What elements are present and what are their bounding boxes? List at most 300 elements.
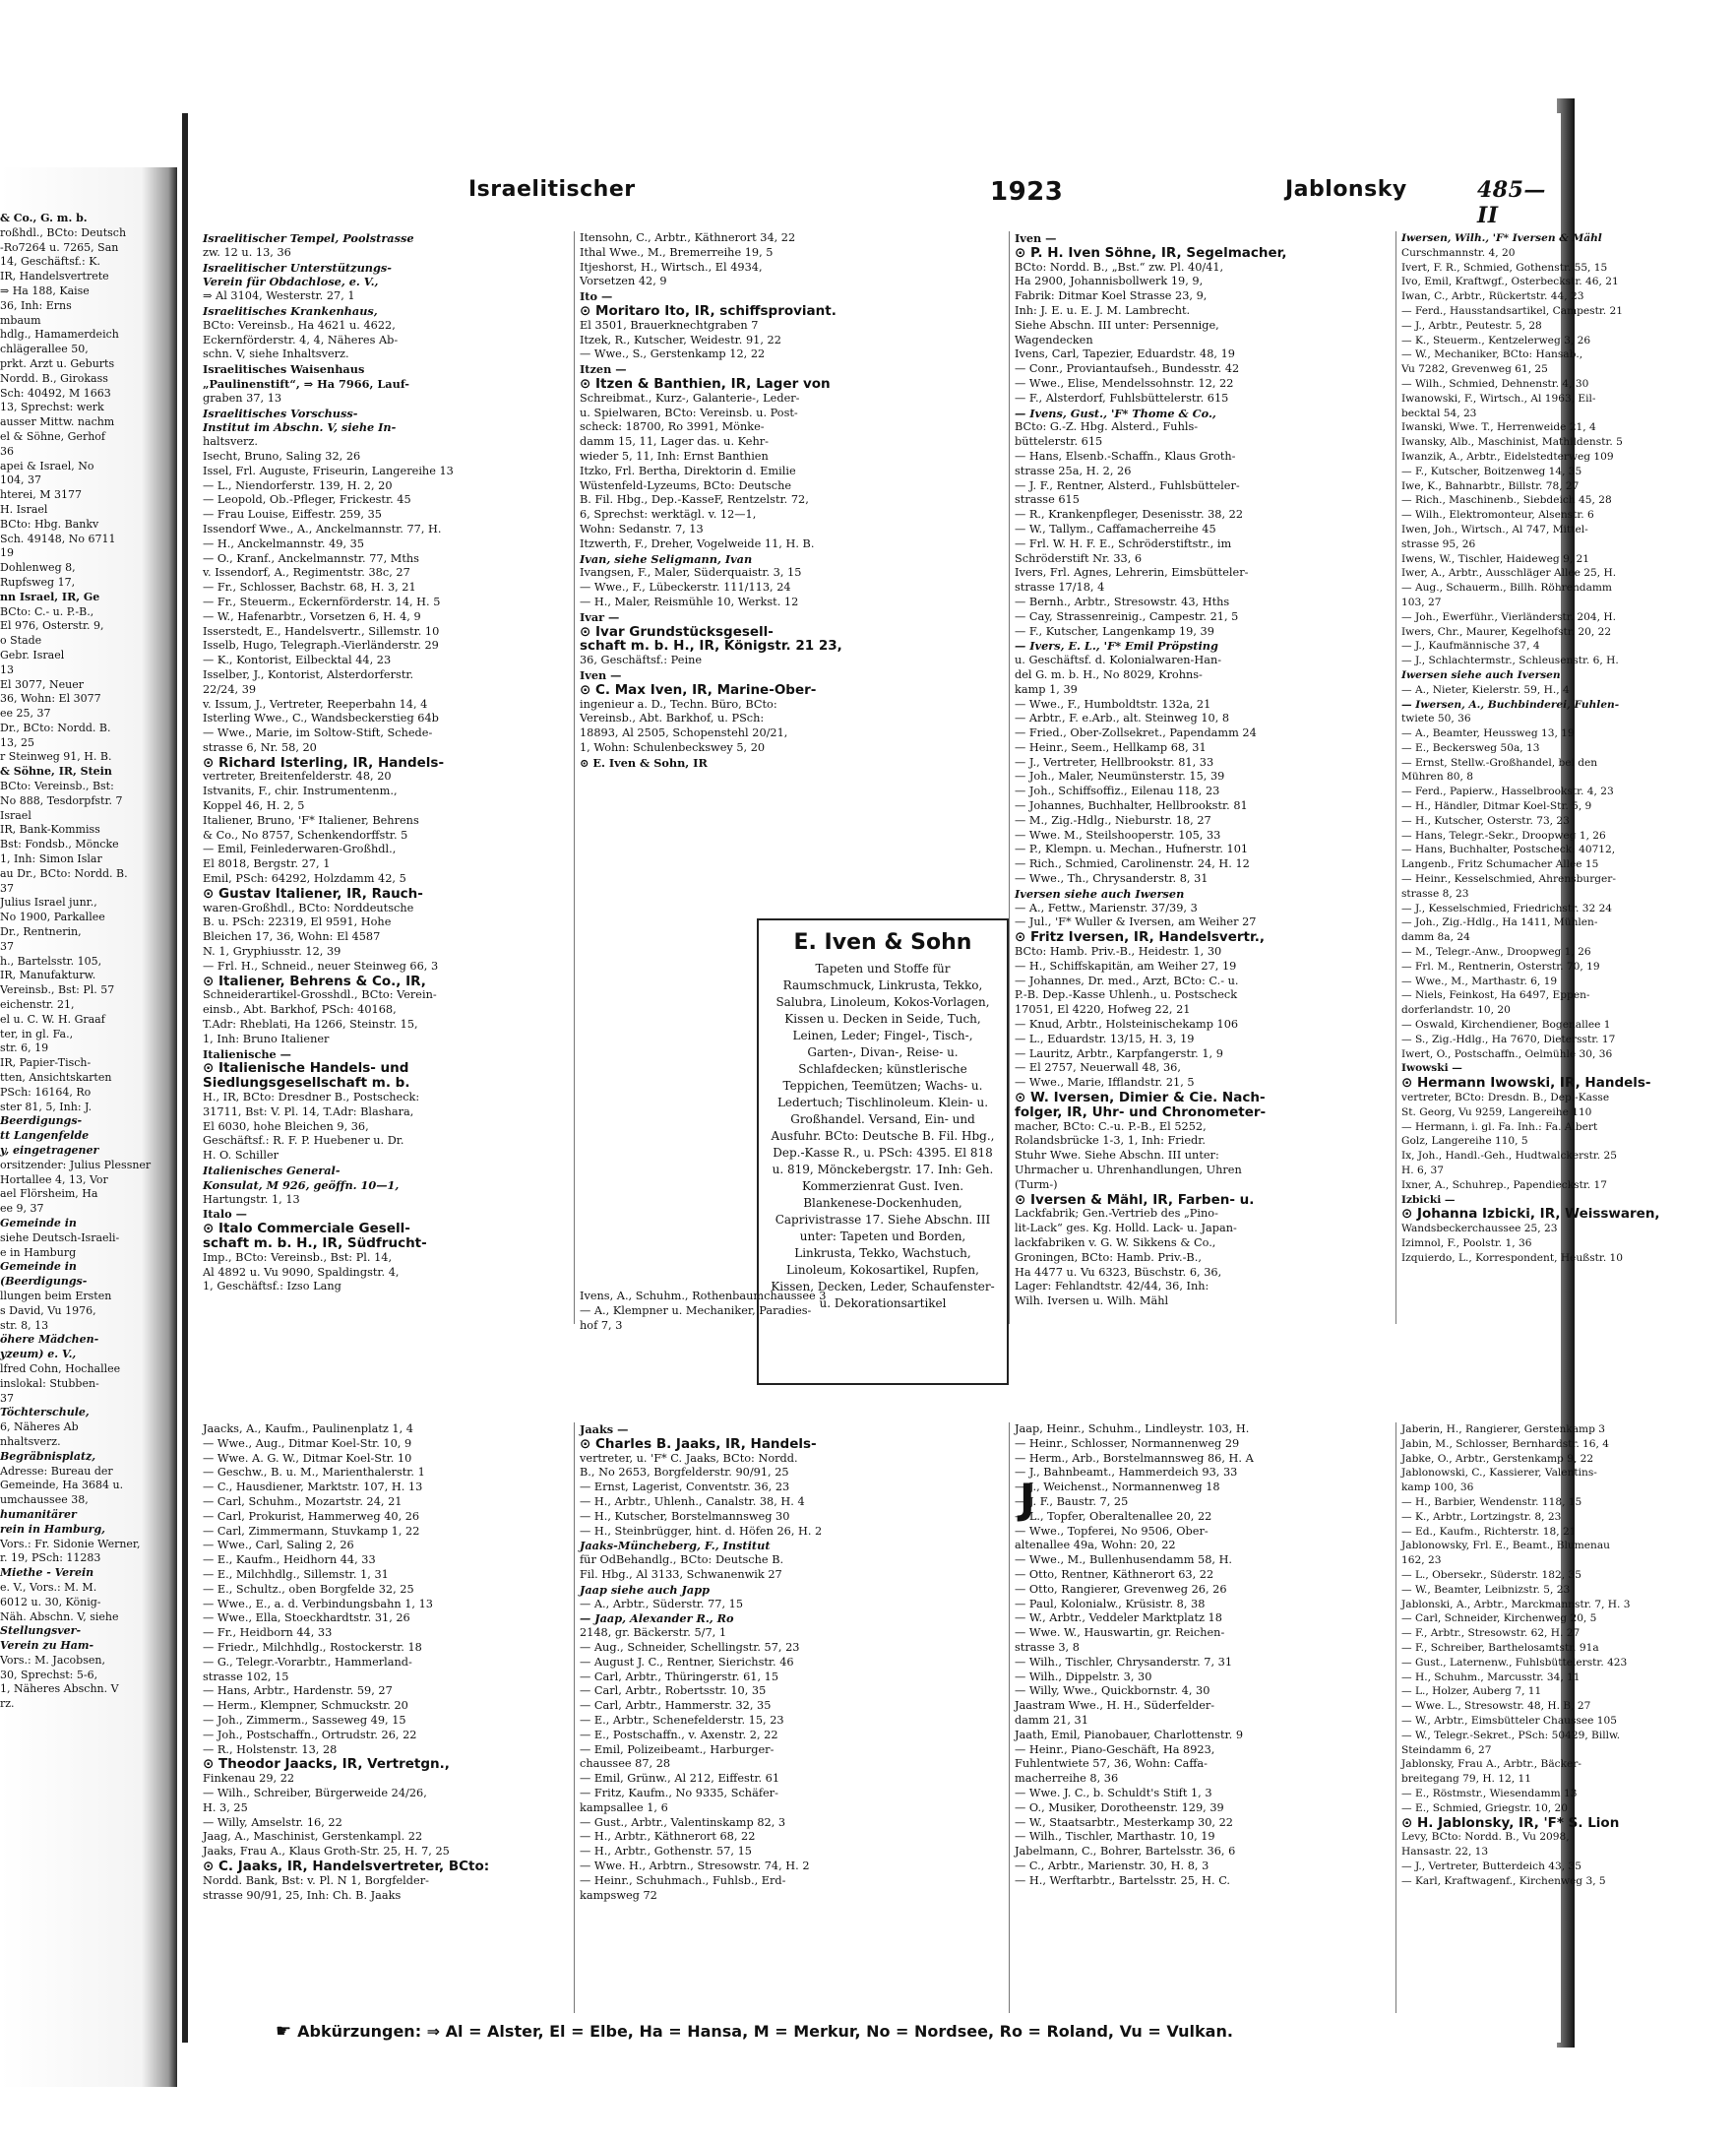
directory-entry: — Fr., Steuerm., Eckernförderstr. 14, H. 5 [203,595,441,608]
directory-entry: No 888, Tesdorpfstr. 7 [0,793,123,807]
column-4 [1401,231,1736,1266]
directory-entry: 13 [0,662,14,676]
directory-entry: — Otto, Rangierer, Grevenweg 26, 26 [1015,1582,1227,1596]
directory-entry: — Carl, Zimmermann, Stuvkamp 1, 22 [203,1524,420,1538]
directory-entry: — E., Schmied, Griegstr. 10, 20 [1401,1801,1569,1814]
directory-entry: — Herm., Klempner, Schmuckstr. 20 [203,1699,408,1713]
directory-entry: — F., Alsterdorf, Fuhlsbüttelerstr. 615 [1015,391,1229,405]
directory-entry: Beerdigungs- [0,1114,83,1128]
directory-entry: — Joh., Postschaffn., Ortrudstr. 26, 22 [203,1728,417,1741]
column-divider [1009,1422,1010,2013]
directory-entry: ⊙ Moritaro Ito, IR, schiffsproviant. [580,302,837,319]
directory-entry: Iwen, Joh., Wirtsch., Al 747, Mittel- [1401,523,1588,536]
directory-entry: Jaaks, Frau A., Klaus Groth-Str. 25, H. 7, 25 [203,1845,450,1859]
directory-entry: scheck: 18700, Ro 3991, Mönke- [580,420,765,434]
directory-entry: haltsverz. [203,435,258,449]
directory-entry: — Wwe. L., Stresowstr. 48, H. B, 27 [1401,1700,1591,1713]
column-1 [203,231,569,1294]
directory-entry: Ivens, A., Schuhm., Rothenbaumchaussee 3 [580,1290,827,1302]
column-2 [580,231,1003,770]
directory-entry: Wilh. Iversen u. Wilh. Mähl [1015,1294,1169,1308]
directory-entry: — S., Zig.-Hdlg., Ha 7670, Dietersstr. 17 [1401,1033,1616,1045]
directory-entry: Israelitisches Krankenhaus, [203,303,378,318]
directory-entry: lackfabriken v. G. W. Sikkens & Co., [1015,1235,1216,1249]
directory-entry: ⊙ E. Iven & Sohn, IR [580,755,708,770]
directory-entry: — W., Mechaniker, BCto: Hansab., [1401,348,1583,361]
directory-entry: lfred Cohn, Hochallee [0,1361,121,1375]
directory-entry: — E., Arbtr., Schenefelderstr. 15, 23 [580,1713,784,1727]
directory-entry: — Frl. M., Rentnerin, Osterstr. 70, 19 [1401,960,1600,973]
directory-entry: Jablonsky, Frau A., Arbtr., Bäcker- [1401,1758,1581,1771]
directory-entry: prkt. Arzt u. Geburts [0,356,115,370]
directory-entry: Jaaks — [580,1422,629,1436]
directory-entry: Uhrmacher u. Uhrenhandlungen, Uhren [1015,1164,1242,1176]
directory-entry: tten, Ansichtskarten [0,1071,112,1085]
directory-entry: 1, Inh: Simon Islar [0,852,102,866]
directory-entry: — Wwe., M., Bullenhusendamm 58, H. [1015,1553,1233,1567]
directory-entry: — L., Niendorferstr. 139, H. 2, 20 [203,478,393,492]
directory-entry: Iven — [1015,231,1057,245]
directory-entry: Isselb, Hugo, Telegraph.-Vierländerstr. 29 [203,639,439,653]
directory-entry: Langenb., Fritz Schumacher Allee 15 [1401,858,1599,871]
directory-entry: — Wwe. A. G. W., Ditmar Koel-Str. 10 [203,1451,412,1465]
directory-entry: Isterling Wwe., C., Wandsbeckerstieg 64b [203,712,439,725]
directory-entry: — Otto, Rentner, Käthnerort 63, 22 [1015,1567,1214,1581]
directory-entry: (Turm-) [1015,1177,1058,1191]
directory-entry: Vors.: Fr. Sidonie Werner, [0,1537,141,1550]
directory-entry: Siedlungsgesellschaft m. b. [203,1075,410,1092]
directory-entry: damm 8a, 24 [1401,931,1470,944]
directory-entry: strasse 95, 26 [1401,537,1476,550]
directory-entry: ⊙ Theodor Jaacks, IR, Vertretgn., [203,1756,450,1773]
directory-entry: Vors.: M. Jacobsen, [0,1653,105,1667]
directory-entry: IR, Handelsvertrete [0,270,109,284]
directory-entry: — Frl. W. H. F. E., Schröderstiftstr., im [1015,536,1232,550]
directory-entry: — H., Werftarbtr., Bartelsstr. 25, H. C. [1015,1873,1231,1887]
directory-entry: — Ernst, Lagerist, Conventstr. 36, 23 [580,1481,790,1494]
directory-entry: — Wwe., F., Humboldtstr. 132a, 21 [1015,697,1211,711]
directory-entry: Israel [0,808,31,822]
directory-entry: — Hans, Buchhalter, Postscheck: 40712, [1401,844,1616,856]
directory-entry: str. 8, 13 [0,1318,49,1332]
directory-entry: Begräbnisplatz, [0,1449,96,1463]
directory-entry: — Joh., Zig.-Hdlg., Ha 1411, Mühlen- [1401,916,1598,929]
directory-entry: T.Adr: Rheblati, Ha 1266, Steinstr. 15, [203,1018,418,1032]
directory-entry: — L., Holzer, Auberg 7, 11 [1401,1685,1542,1698]
directory-entry: waren-Großhdl., BCto: Norddeutsche [203,901,414,914]
directory-entry: P.-B. Dep.-Kasse Uhlenh., u. Postscheck [1015,988,1238,1002]
directory-entry: — J., Arbtr., Peutestr. 5, 28 [1401,319,1542,332]
directory-entry: Itzek, R., Kutscher, Weidestr. 91, 22 [580,333,781,347]
section-letter: J [1020,1475,1035,1523]
directory-entry: s David, Vu 1976, [0,1303,96,1317]
directory-entry: — W., Tallym., Caffamacherreihe 45 [1015,522,1216,536]
directory-entry: St. Georg, Vu 9259, Langereihe 110 [1401,1105,1592,1118]
directory-entry: — El 2757, Neuerwall 48, 36, [1015,1061,1181,1075]
directory-entry: v. Issum, J., Vertreter, Reeperbahn 14, 4 [203,697,428,711]
directory-entry: el u. C. W. H. Graaf [0,1012,105,1026]
directory-entry: ⊙ Iversen & Mähl, IR, Farben- u. [1015,1191,1255,1208]
directory-entry: & Söhne, IR, Stein [0,765,112,779]
directory-entry: — Emil, Polizeibeamt., Harburger- [580,1742,775,1756]
directory-entry: Iversen siehe auch Iwersen [1015,886,1185,901]
directory-entry: 36, Geschäftsf.: Peine [580,654,703,667]
directory-entry: Vorsetzen 42, 9 [580,275,667,288]
directory-entry: Jaap, Heinr., Schuhm., Lindleystr. 103, H. [1015,1422,1250,1435]
directory-entry: Hortallee 4, 13, Vor [0,1172,108,1186]
directory-entry: — Wilh., Tischler, Chrysanderstr. 7, 31 [1015,1655,1233,1669]
directory-entry: — J., Schlachtermstr., Schleusenstr. 6, H. [1401,655,1619,667]
column-divider [1395,1422,1396,2013]
directory-entry: — O., Kranf., Anckelmannstr. 77, Mths [203,551,419,565]
directory-entry: — L., Obersekr., Süderstr. 182, 35 [1401,1568,1581,1581]
directory-entry: — Wwe., Ella, Stoeckhardtstr. 31, 26 [203,1611,410,1625]
directory-entry: — Carl, Arbtr., Thüringerstr. 61, 15 [580,1670,779,1683]
directory-entry: graben 37, 13 [203,391,282,405]
directory-entry: — H., Schiffskapitän, am Weiher 27, 19 [1015,959,1237,973]
directory-entry: 14, Geschäftsf.: K. [0,255,100,269]
directory-entry: umchaussee 38, [0,1493,89,1507]
directory-entry: — J., Bahnbeamt., Hammerdeich 93, 33 [1015,1466,1238,1480]
directory-entry: — A., Nieter, Kielerstr. 59, H., 4 [1401,683,1570,696]
footer-text: Abkürzungen: ⇒ Al = Alster, El = Elbe, Ha = Hansa, M = Merkur, No = Nordsee, Ro = Roland, Vu = Vulkan. [297,2022,1233,2041]
column-divider [1009,231,1010,1324]
directory-entry: Imp., BCto: Vereinsb., Bst: Pl. 14, [203,1250,393,1264]
directory-entry: Ivan, siehe Seligmann, Ivan [580,551,753,566]
directory-entry: Ha 4477 u. Vu 6323, Büschstr. 6, 36, [1015,1265,1222,1279]
directory-entry: Iwan, C., Arbtr., Rückertstr. 44, 23 [1401,290,1584,303]
directory-entry: Groningen, BCto: Hamb. Priv.-B., [1015,1250,1202,1264]
directory-entry: Isecht, Bruno, Saling 32, 26 [203,449,361,463]
directory-entry: Israelitisches Vorschuss- [203,406,358,420]
directory-entry: Emil, PSch: 64292, Holzdamm 42, 5 [203,872,406,886]
directory-entry: — Wwe. W., Hauswartin, gr. Reichen- [1015,1626,1225,1640]
directory-entry: e in Hamburg [0,1245,77,1259]
directory-entry: 6012 u. 30, König- [0,1595,101,1608]
directory-entry: Jabke, O., Arbtr., Gerstenkamp 9, 22 [1401,1452,1594,1465]
directory-entry: 37 [0,881,14,895]
directory-entry: — Oswald, Kirchendiener, Bogenallee 1 [1401,1019,1611,1032]
directory-entry: — Hermann, i. gl. Fa. Inh.: Fa. Albert [1401,1120,1598,1133]
directory-entry: Finkenau 29, 22 [203,1772,295,1786]
directory-entry: — H., Steinbrügger, hint. d. Höfen 26, H. 2 [580,1524,823,1538]
directory-entry: — Gust., Arbtr., Valentinskamp 82, 3 [580,1815,786,1829]
directory-entry: — Hans, Telegr.-Sekr., Droopweg 1, 26 [1401,829,1606,842]
directory-entry: Fil. Hbg., Al 3133, Schwanenwik 27 [580,1567,782,1581]
directory-entry: „Paulinenstift“, ⇒ Ha 7966, Lauf- [203,376,409,391]
directory-entry: — L., Eduardstr. 13/15, H. 3, 19 [1015,1032,1195,1045]
directory-entry: lit-Lack“ ges. Kg. Holld. Lack- u. Japan- [1015,1222,1237,1235]
directory-entry: Itjeshorst, H., Wirtsch., El 4934, [580,260,763,274]
directory-entry: — Joh., Maler, Neumünsterstr. 15, 39 [1015,770,1225,784]
directory-entry: Bleichen 17, 36, Wohn: El 4587 [203,930,381,944]
directory-entry: hof 7, 3 [580,1318,623,1332]
directory-entry: u. Geschäftsf. d. Kolonialwaren-Han- [1015,654,1222,667]
directory-entry: Ivers, Frl. Agnes, Lehrerin, Eimsbütteler- [1015,566,1249,580]
directory-entry: altenallee 49a, Wohn: 20, 22 [1015,1539,1176,1552]
header-page-number: 485—II [1477,177,1546,228]
directory-entry: ausser Mittw. nachm [0,415,115,429]
directory-entry: o Stade [0,634,42,648]
directory-entry: Siehe Abschn. III unter: Persennige, [1015,318,1219,332]
directory-entry: schn. V, siehe Inhaltsverz. [203,347,349,361]
directory-entry: — Heinr., Kesselschmied, Ahrensburger- [1401,873,1616,886]
directory-entry: — L., Topfer, Oberaltenallee 20, 22 [1015,1509,1212,1523]
directory-entry: yzeum) e. V., [0,1348,77,1361]
directory-entry: Inh: J. E. u. E. J. M. Lambrecht. [1015,303,1191,317]
directory-entry: Schreibmat., Kurz-, Galanterie-, Leder- [580,391,800,405]
directory-entry: Iwanzik, A., Arbtr., Eidelstedterweg 109 [1401,450,1614,463]
column-divider [1395,231,1396,1324]
directory-entry: Ivar — [580,609,620,624]
directory-entry: Isserstedt, E., Handelsvertr., Sillemstr. 10 [203,624,440,638]
directory-entry: h., Bartelsstr. 105, [0,954,102,968]
directory-entry: au Dr., BCto: Nordd. B. [0,866,128,880]
directory-entry: damm 21, 31 [1015,1713,1088,1727]
column-divider [574,1422,575,2013]
directory-entry: — J., Vertreter, Butterdeich 43, 35 [1401,1859,1581,1872]
directory-entry: ⊙ Italiener, Behrens & Co., IR, [203,973,426,989]
directory-entry: Miethe - Verein [0,1566,94,1580]
directory-entry: — Wilh., Elektromonteur, Alsenstr. 6 [1401,509,1594,522]
directory-entry: Stuhr Wwe. Siehe Abschn. III unter: [1015,1149,1219,1163]
directory-entry: — A., Beamter, Heussweg 13, 19 [1401,727,1575,740]
directory-entry: nhaltsverz. [0,1434,61,1448]
directory-entry: — J. F., Baustr. 7, 25 [1015,1494,1129,1508]
directory-entry: & Co., No 8757, Schenkendorffstr. 5 [203,828,408,842]
directory-entry: — F., Arbtr., Stresowstr. 62, H. 27 [1401,1627,1581,1640]
directory-entry: — E., Milchhdlg., Sillemstr. 1, 31 [203,1567,389,1581]
directory-entry: — A., Fettw., Marienstr. 37/39, 3 [1015,901,1198,914]
directory-entry: Schröderstift Nr. 33, 6 [1015,551,1143,565]
directory-entry: ster 81, 5, Inh: J. [0,1100,93,1113]
directory-entry: Sch: 40492, M 1663 [0,386,111,400]
directory-entry: Dr., BCto: Nordd. B. [0,721,111,734]
directory-entry: El 6030, hohe Bleichen 9, 36, [203,1119,369,1133]
directory-page [182,113,1660,2043]
directory-entry: — Wwe., Elise, Mendelssohnstr. 12, 22 [1015,376,1234,390]
directory-entry: Ix, Joh., Handl.-Geh., Hudtwalckerstr. 25 [1401,1150,1617,1163]
directory-entry: H., IR, BCto: Dresdner B., Postscheck: [203,1091,420,1104]
directory-entry: — Lauritz, Arbtr., Karpfangerstr. 1, 9 [1015,1046,1223,1060]
directory-entry: 17051, El 4220, Hofweg 22, 21 [1015,1003,1191,1017]
directory-entry: (Beerdigungs- [0,1275,88,1289]
directory-entry: — Wwe. J. C., b. Schuldt's Stift 1, 3 [1015,1786,1212,1799]
directory-entry: Gebr. Israel [0,648,65,662]
directory-entry: — Heinr., Piano-Geschäft, Ha 8923, [1015,1742,1215,1756]
directory-entry: strasse 17/18, 4 [1015,581,1105,595]
directory-entry: zw. 12 u. 13, 36 [203,245,291,259]
directory-entry: Jaberin, H., Rangierer, Gerstenkamp 3 [1401,1423,1605,1435]
directory-entry: ter, in gl. Fa., [0,1027,74,1040]
directory-entry: — J. F., Rentner, Alsterd., Fuhlsbütteler- [1015,478,1240,492]
directory-entry: — H., Barbier, Wendenstr. 118, 15 [1401,1495,1582,1508]
directory-entry: Curschmannstr. 4, 20 [1401,246,1516,259]
directory-entry: — Emil, Grünw., Al 212, Eiffestr. 61 [580,1772,780,1786]
directory-entry: ⊙ Ivar Grundstücksgesell- [580,623,774,640]
directory-entry: — E., Beckersweg 50a, 13 [1401,741,1540,754]
directory-entry: — E., Postschaffn., v. Axenstr. 2, 22 [580,1728,778,1741]
directory-entry: chaussee 87, 28 [580,1757,671,1771]
directory-entry: Iwanowski, F., Wirtsch., Al 1963, Eil- [1401,392,1596,405]
directory-entry: Näh. Abschn. V, siehe [0,1609,119,1623]
directory-entry: — J., Kaufmännische 37, 4 [1401,640,1540,653]
directory-entry: — Cay, Strassenreinig., Campestr. 21, 5 [1015,609,1239,623]
directory-entry: 1, Inh: Bruno Italiener [203,1032,330,1045]
directory-entry: u. Spielwaren, BCto: Vereinsb. u. Post- [580,406,798,419]
directory-entry: — Aug., Schauerm., Billh. Röhrendamm [1401,582,1612,595]
directory-entry: Gemeinde in [0,1260,77,1274]
directory-entry: El 3077, Neuer [0,677,85,691]
directory-entry: Koppel 46, H. 2, 5 [203,799,305,813]
directory-entry: twiete 50, 36 [1401,713,1471,725]
directory-entry: Fabrik: Ditmar Koel Strasse 23, 9, [1015,289,1208,303]
directory-entry: Mühren 80, 8 [1401,771,1473,784]
directory-entry: Itzen — [580,362,627,377]
directory-entry: — Paul, Kolonialw., Krüsistr. 8, 38 [1015,1597,1206,1610]
directory-entry: — P., Klempn. u. Mechan., Hufnerstr. 101 [1015,843,1249,856]
directory-entry: — Fried., Ober-Zollsekret., Papendamm 24 [1015,726,1257,740]
directory-entry: — Herm., Arb., Borstelmannsweg 86, H. A [1015,1451,1254,1465]
directory-entry: — Wwe., M., Marthastr. 6, 19 [1401,975,1558,987]
directory-entry: 37 [0,1391,14,1405]
directory-entry: büttelerstr. 615 [1015,435,1103,449]
directory-entry: Hansastr. 22, 13 [1401,1846,1489,1859]
directory-entry: ⊙ Italo Commerciale Gesell- [203,1221,410,1237]
directory-entry: — Wwe., Topferei, No 9506, Ober- [1015,1524,1209,1538]
directory-entry: Jaaks-Müncheberg, F., Institut [580,1539,771,1553]
directory-entry: Istvanits, F., chir. Instrumentenm., [203,785,398,798]
directory-entry: folger, IR, Uhr- und Chronometer- [1015,1103,1267,1120]
directory-entry: 162, 23 [1401,1554,1442,1567]
directory-entry: — Fritz, Kaufm., No 9335, Schäfer- [580,1786,778,1799]
directory-entry: Bst: Fondsb., Möncke [0,838,119,851]
directory-entry: Itensohn, C., Arbtr., Käthnerort 34, 22 [580,231,796,244]
directory-entry: — Bernh., Arbtr., Stresowstr. 43, Hths [1015,595,1230,608]
directory-entry: — Ferd., Papierw., Hasselbrookstr. 4, 23 [1401,786,1614,798]
directory-entry: rz. [0,1697,15,1711]
directory-entry: Nordd. B., Girokass [0,371,108,385]
directory-entry: macher, BCto: C.-u. P.-B., El 5252, [1015,1119,1207,1133]
directory-entry: strasse 25a, H. 2, 26 [1015,464,1132,477]
directory-entry: — Fr., Schlosser, Bachstr. 68, H. 3, 21 [203,581,416,595]
directory-entry: Vereinsb., Abt. Barkhof, u. PSch: [580,712,765,725]
directory-entry: strasse 102, 15 [203,1670,289,1683]
directory-entry: — Ivens, Gust., 'F* Thome & Co., [1015,406,1216,420]
directory-entry: — Wwe., F., Lübeckerstr. 111/113, 24 [580,581,791,595]
directory-entry: 36, Inh: Erns [0,298,72,312]
directory-entry: H. 6, 37 [1401,1165,1444,1176]
directory-entry: — Wilh., Schreiber, Bürgerweide 24/26, [203,1786,427,1799]
directory-entry: Rolandsbrücke 1-3, 1, Inh: Friedr. [1015,1134,1206,1148]
directory-entry: — Arbtr., F. e.Arb., alt. Steinweg 10, 8 [1015,712,1230,725]
directory-entry: Iwer, A., Arbtr., Ausschläger Allee 25, H. [1401,567,1617,580]
directory-entry: Iwersen, Wilh., 'F* Iversen & Mähl [1401,232,1602,244]
header-year: 1923 [990,177,1064,207]
directory-entry: Geschäftsf.: R. F. P. Huebener u. Dr. [203,1134,404,1148]
directory-entry: — F., Kutscher, Boitzenweg 14, 35 [1401,465,1582,477]
directory-entry: — E., Röstmstr., Wiesendamm 13 [1401,1787,1578,1799]
directory-entry: 1, Geschäftsf.: Izso Lang [203,1280,341,1293]
directory-entry: 104, 37 [0,473,41,487]
directory-entry: — O., Musiker, Dorotheenstr. 129, 39 [1015,1800,1224,1814]
directory-entry: Izimnol, F., Poolstr. 1, 36 [1401,1236,1532,1249]
directory-entry: ⇒ Al 3104, Westerstr. 27, 1 [203,289,355,303]
directory-entry: Ha 2900, Johannisbollwerk 19, 9, [1015,275,1204,288]
directory-entry: IR, Bank-Kommiss [0,823,100,837]
directory-entry: Ivens, Carl, Tapezier, Eduardstr. 48, 19 [1015,347,1235,361]
directory-entry: No 1900, Parkallee [0,911,105,924]
directory-entry: strasse 615 [1015,493,1080,507]
directory-entry: Institut im Abschn. V, siehe In- [203,420,397,435]
directory-entry: tt Langenfelde [0,1129,90,1143]
directory-entry: Al 4892 u. Vu 9090, Spaldingstr. 4, [203,1265,400,1279]
directory-entry: kamp 100, 36 [1401,1481,1474,1494]
directory-entry: Dr., Rentnerin, [0,925,82,939]
directory-entry: ⊙ Charles B. Jaaks, IR, Handels- [580,1435,817,1452]
directory-entry: Verein zu Ham- [0,1639,94,1653]
directory-entry: ael Flörsheim, Ha [0,1187,98,1201]
directory-entry: — K., Arbtr., Lortzingstr. 8, 23 [1401,1510,1562,1523]
column-divider [574,231,575,1324]
directory-entry: — Willy, Wwe., Quickbornstr. 4, 30 [1015,1684,1210,1698]
directory-entry: — Ernst, Stellw.-Großhandel, bei den [1401,756,1598,769]
directory-entry: — Geschw., B. u. M., Marienthalerstr. 1 [203,1466,425,1480]
directory-entry: — W., Staatsarbtr., Mesterkamp 30, 22 [1015,1815,1233,1829]
pointing-hand-icon: ☛ [276,2021,292,2042]
directory-entry: 37 [0,939,14,953]
directory-entry: — Wwe., Marie, im Soltow-Stift, Schede- [203,726,433,740]
directory-entry: Izbicki — [1401,1193,1456,1206]
directory-entry: schaft m. b. H., IR, Südfrucht- [203,1234,427,1251]
directory-entry: Ivert, F. R., Schmied, Gothenstr. 55, 15 [1401,261,1608,274]
directory-entry: — M., Zig.-Hdlg., Nieburstr. 18, 27 [1015,813,1211,827]
directory-entry: dorferlandstr. 10, 20 [1401,1004,1511,1017]
directory-entry: Wüstenfeld-Lyzeums, BCto: Deutsche [580,478,792,492]
directory-entry: Jabin, M., Schlosser, Bernhardstr. 16, 4 [1401,1437,1610,1450]
directory-entry: — Rich., Maschinenb., Siebdeich 45, 28 [1401,494,1612,507]
directory-entry: 1, Wohn: Schulenbeckswey 5, 20 [580,740,766,754]
directory-entry: BCto: Vereinsb., Ha 4621 u. 4622, [203,318,396,332]
directory-entry: 22/24, 39 [203,682,257,696]
directory-entry: — J., Kesselschmied, Friedrichstr. 32 24 [1401,902,1613,914]
directory-entry: — A., Arbtr., Süderstr. 77, 15 [580,1597,744,1610]
directory-entry: Jabelmann, C., Bohrer, Bartelsstr. 36, 6 [1015,1845,1236,1859]
directory-entry: del G. m. b. H., No 8029, Krohns- [1015,667,1203,681]
directory-entry: BCto: Hbg. Bankv [0,517,99,531]
directory-entry: B., No 2653, Borgfelderstr. 90/91, 25 [580,1466,789,1480]
directory-entry: Israelitischer Unterstützungs- [203,260,392,275]
directory-entry: kampsallee 1, 6 [580,1800,668,1814]
directory-entry: El 976, Osterstr. 9, [0,619,104,633]
directory-entry: — Carl, Prokurist, Hammerweg 40, 26 [203,1509,420,1523]
directory-entry: hterei, M 3177 [0,488,83,502]
directory-entry: wieder 5, 11, Inh: Ernst Banthien [580,449,769,463]
directory-entry: — A., Klempner u. Mechaniker, Paradies- [580,1303,812,1317]
directory-entry: kamp 1, 39 [1015,682,1078,696]
directory-entry: ⊙ P. H. Iven Söhne, IR, Segelmacher, [1015,244,1287,261]
directory-entry: PSch: 16164, Ro [0,1085,92,1099]
abbreviations-footer [276,2021,1457,2042]
directory-entry: Levy, BCto: Nordd. B., Vu 2098, [1401,1831,1570,1844]
directory-entry: — Joh., Zimmerm., Sasseweg 49, 15 [203,1713,406,1727]
directory-entry: Dohlenweg 8, [0,561,76,575]
directory-entry: — J., Weichenst., Normannenweg 18 [1015,1481,1220,1494]
directory-entry: für OdBehandlg., BCto: Deutsche B. [580,1553,784,1567]
directory-entry: — Wwe., E., a. d. Verbindungsbahn 1, 13 [203,1597,433,1610]
directory-entry: Adresse: Bureau der [0,1464,113,1478]
directory-entry: — Aug., Schneider, Schellingstr. 57, 23 [580,1640,800,1654]
